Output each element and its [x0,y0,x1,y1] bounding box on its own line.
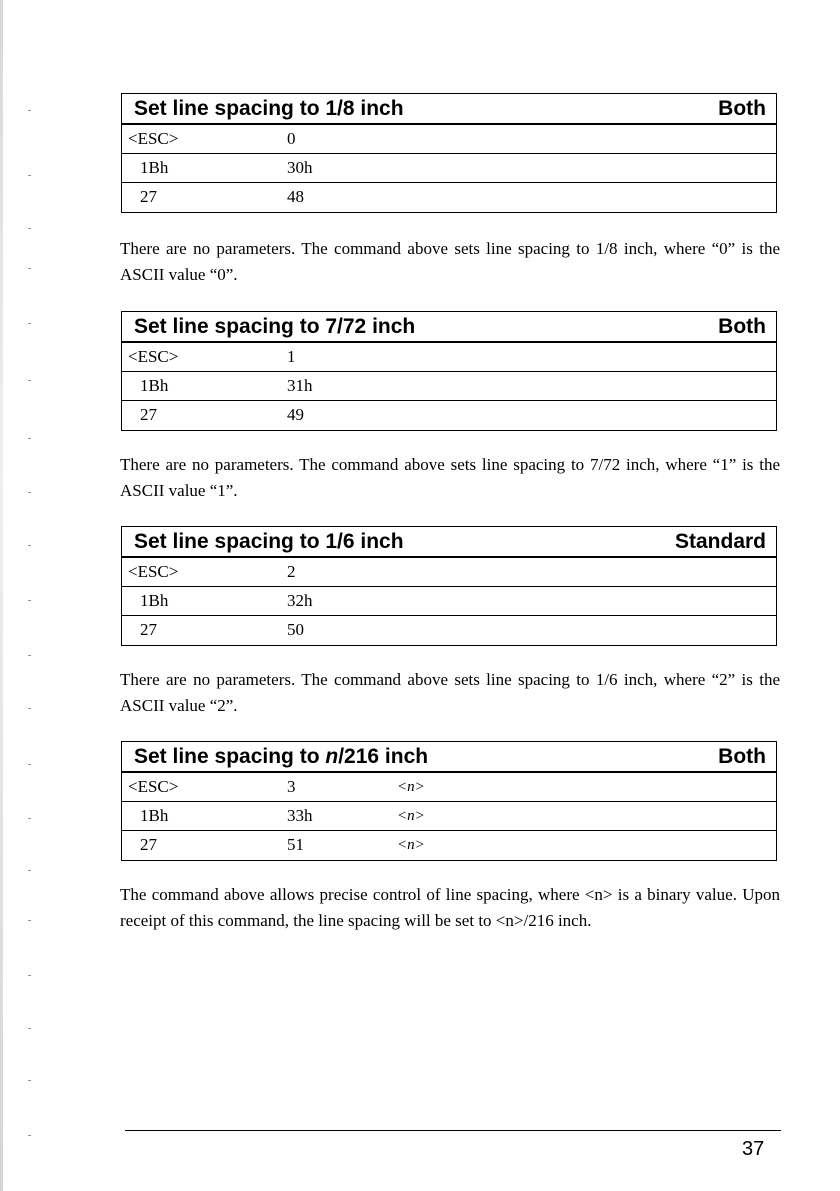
command-mode: Standard [674,529,766,553]
command-description: There are no parameters. The command above sets line spacing to 1/6 inch, where “2” is the ASCII value “2”. [120,670,780,715]
code-cell: <ESC> [128,129,179,148]
command-table-n-216-inch [121,741,777,861]
code-cell: 1Bh [140,158,169,177]
table-row [122,372,776,401]
code-cell: 27 [140,835,157,854]
code-cell: 32h [287,591,313,610]
command-title: Set line spacing to 7/72 inch [134,314,416,338]
table-row [122,154,776,183]
code-cell: 27 [140,187,157,206]
scan-artifacts [28,0,42,1191]
table-row [122,616,776,645]
parameter-cell: <n> [397,779,425,795]
scan-edge [0,0,3,1191]
command-description: There are no parameters. The command above sets line spacing to 1/8 inch, where “0” is the ASCII value “0”. [120,239,780,284]
code-cell: 50 [287,620,304,639]
code-cell: 48 [287,187,304,206]
table-row [122,558,776,587]
table-row [122,831,776,860]
command-header [122,742,776,773]
title-variable: n [325,744,339,768]
parameter-cell: <n> [397,808,425,824]
command-table-7-72-inch [121,311,777,431]
code-cell: 49 [287,405,304,424]
command-header [122,94,776,125]
code-cell: 0 [287,129,296,148]
command-header [122,527,776,558]
code-cell: 27 [140,405,157,424]
table-row [122,401,776,430]
command-table-1-8-inch [121,93,777,213]
table-row [122,773,776,802]
code-cell: 1 [287,347,296,366]
code-cell: 31h [287,376,313,395]
command-mode: Both [718,314,766,338]
command-title: Set line spacing to n/216 inch [134,744,429,768]
command-title: Set line spacing to 1/6 inch [134,529,404,553]
code-cell: 30h [287,158,313,177]
command-description: The command above allows precise control of line spacing, where <n> is a binary value. Upon receipt of this command, the line spacing will be set to <n>/216 inch. [120,885,780,930]
table-row [122,343,776,372]
command-table-1-6-inch [121,526,777,646]
footer-divider [125,1130,781,1131]
command-header [122,312,776,343]
command-title: Set line spacing to 1/8 inch [134,96,404,120]
code-cell: 1Bh [140,591,169,610]
command-mode: Both [718,744,766,768]
code-cell: 3 [287,777,296,796]
code-cell: 1Bh [140,376,169,395]
code-cell: 51 [287,835,304,854]
code-cell: 33h [287,806,313,825]
code-cell: <ESC> [128,777,179,796]
code-cell: <ESC> [128,562,179,581]
table-row [122,125,776,154]
table-row [122,802,776,831]
table-row [122,587,776,616]
code-cell: 2 [287,562,296,581]
table-row [122,183,776,212]
command-description: There are no parameters. The command above sets line spacing to 7/72 inch, where “1” is the ASCII value “1”. [120,455,780,500]
code-cell: 27 [140,620,157,639]
page-number: 37 [742,1138,765,1160]
command-mode: Both [718,96,766,120]
parameter-cell: <n> [397,837,425,853]
code-cell: <ESC> [128,347,179,366]
code-cell: 1Bh [140,806,169,825]
